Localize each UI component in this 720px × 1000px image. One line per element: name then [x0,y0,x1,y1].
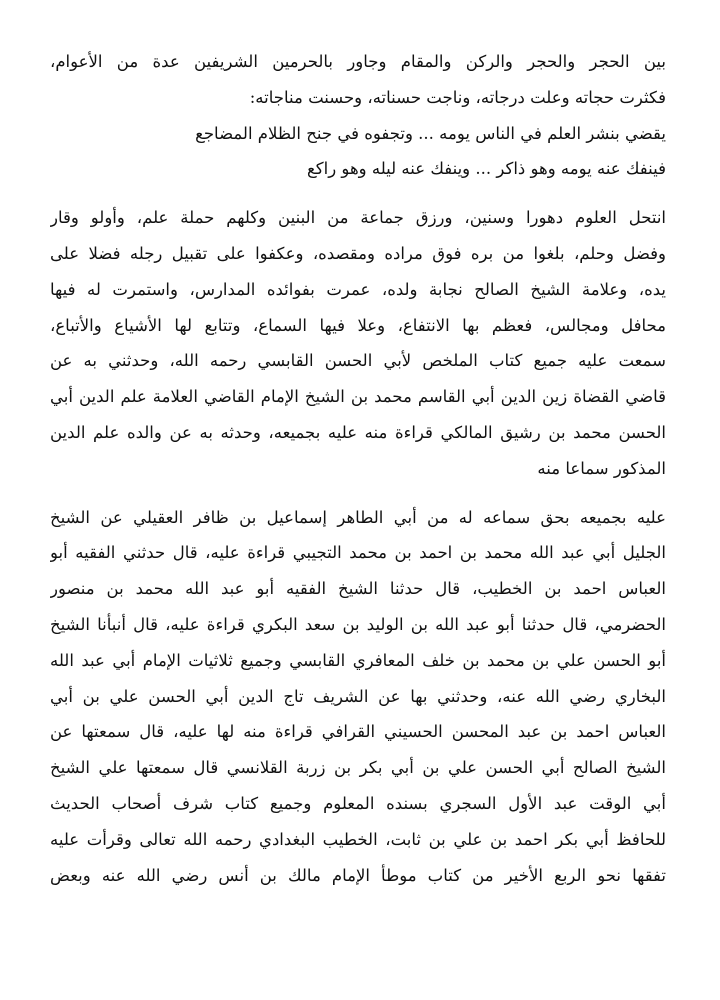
text-line: عليه بجميعه بحق سماعه له من أبي الطاهر إسماعيل بن ظافر العقيلي عن الشيخ [50,507,666,527]
text-line: يده، وعلامة الشيخ الصالح نجابة ولده، عمرت بفوائده المدارس، واستمرت له فيها [50,279,666,299]
text-line: وفضل وحلم، بلغوا من بره فوق مراده ومقصده، وعكفوا على تقبيل رجله فضلا على [50,243,666,263]
verse-line: فينفك عنه يومه وهو ذاكر ... وينفك عنه ليله وهو راكع [307,159,666,179]
document-page [50,44,666,893]
text-line: الحضرمي، قال حدثنا أبو عبد الله بن الوليد بن سعد البكري قراءة عليه، قال أنبأنا الشيخ [50,614,666,634]
text-line: المذكور سماعا منه [537,458,666,478]
text-line: بين الحجر والحجر والركن والمقام وجاور بالحرمين الشريفين عدة من الأعوام، [50,52,666,71]
text-line: الحسن محمد بن رشيق المالكي قراءة منه عليه بجميعه، وحدثه به عن والده علم الدين [50,422,666,442]
paragraph-2 [50,200,666,486]
text-line: فكثرت حجاته وعلت درجاته، وناجت حسناته، وحسنت مناجاته: [249,87,666,107]
text-line: أبو الحسن علي بن محمد بن خلف المعافري القابسي وجميع ثلاثيات الإمام أبي عبد الله [50,650,666,670]
text-line: العباس احمد بن الخطيب، قال حدثنا الشيخ الفقيه أبو عبد الله محمد بن منصور [50,579,666,599]
text-line: الشيخ الصالح أبي الحسن علي بن أبي بكر بن زربة القلانسي قال سمعتها علي الشيخ [50,758,666,778]
text-line: الجليل أبي عبد الله محمد بن احمد بن محمد التجيبي قراءة عليه، قال حدثني الفقيه أبو [50,543,666,563]
text-line: للحافظ أبي بكر احمد بن علي بن ثابت، الخطيب البغدادي رحمه الله تعالى وقرأت عليه [50,829,666,849]
text-line: العباس احمد بن عبد المحسن الحسيني القرافي قراءة منه لها عليه، قال سمعتها عن [50,722,666,742]
text-line: سمعت عليه جميع كتاب الملخص لأبي الحسن القابسي رحمه الله، وحدثني به عن [50,351,666,371]
text-line: انتحل العلوم دهورا وسنين، ورزق جماعة من البنين وكلهم حملة علم، وأولو وقار [50,208,666,228]
verse-line: يقضي بنشر العلم في الناس يومه ... وتجفوه في جنح الظلام المضاجع [195,123,666,143]
paragraph-1 [50,44,666,187]
paragraph-3 [50,500,666,894]
text-line: البخاري رضي الله عنه، وحدثني بها عن الشريف تاج الدين أبي الحسن علي بن أبي [50,686,666,706]
text-line: قاضي القضاة زين الدين أبي القاسم محمد بن الشيخ الإمام القاضي العلامة علم الدين أبي [50,387,666,407]
text-line: أبي الوقت عبد الأول السجري بسنده المعلوم وجميع كتاب شرف أصحاب الحديث [50,793,666,813]
text-line: تفقها نحو الربع الأخير من كتاب موطأ الإمام مالك بن أنس رضي الله عنه وبعض [50,865,666,885]
text-line: محافل ومجالس، فعظم بها الانتفاع، وعلا فيها السماع، وتتابع لها الأشياع والأتباع، [50,315,666,335]
poem-verses [50,116,666,188]
